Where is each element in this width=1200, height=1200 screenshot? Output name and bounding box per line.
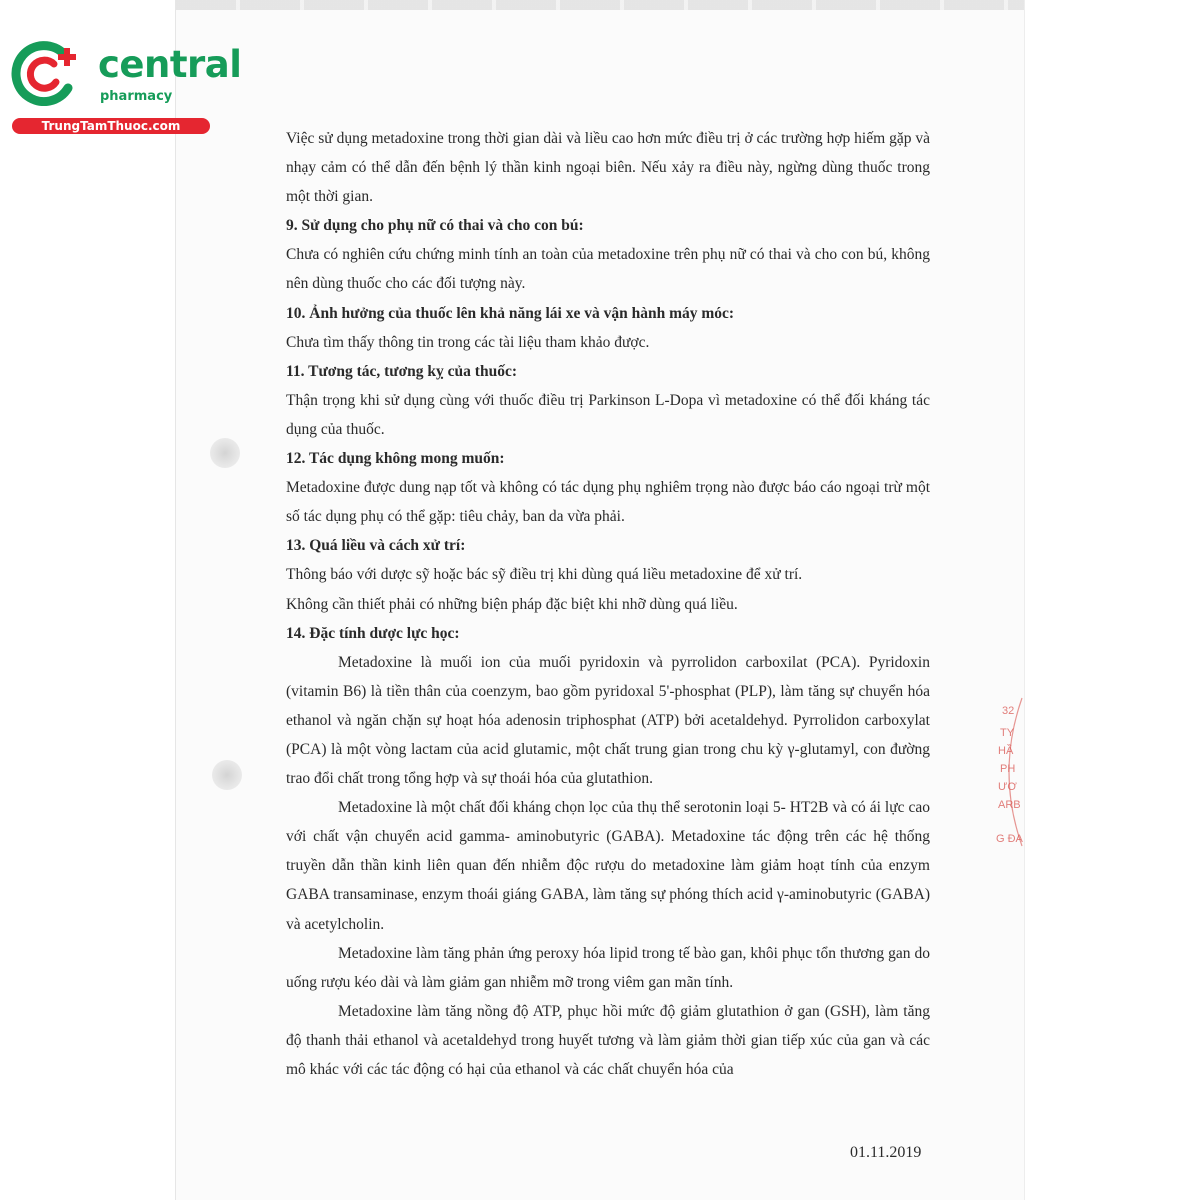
stamp-text: G ĐA	[996, 833, 1023, 845]
section-heading: 12. Tác dụng không mong muốn:	[286, 450, 505, 468]
indented-paragraph: Metadoxine là một chất đối kháng chọn lọc của thụ thể serotonin loại 5- HT2B và có ái lực cao với chất vận chuyển acid gamma- aminobutyric (GABA). Metadoxine tác động trên các hệ thống truyền dẫn thần kinh liên quan đến nhiễm độc rượu do metadoxine làm giảm hoạt tính của enzym GABA transaminase, enzym thoái giáng GABA, làm tăng sự phóng thích acid γ-aminobutyric (GABA) và acetylcholin.	[286, 799, 930, 933]
indented-paragraph: Metadoxine là muối ion của muối pyridoxin và pyrrolidon carboxilat (PCA). Pyridoxin (vitamin B6) là tiền thân của coenzym, bao gồm pyridoxal 5'-phosphat (PLP), làm tăng sự chuyển hóa ethanol và ngăn chặn sự hoạt hóa adenosin triphosphat (ATP) bởi acetaldehyd. Pyrrolidon carboxylat (PCA) là một vòng lactam của acid glutamic, một chất trung gian trong chu kỳ γ-glutamyl, con đường trao đổi chất trong tổng hợp và sự thoái hóa của glutathion.	[286, 653, 930, 788]
logo-subtitle: pharmacy	[100, 89, 173, 104]
central-pharmacy-logo	[10, 36, 242, 136]
stamp-text: ARB	[998, 799, 1021, 811]
section-heading: 14. Đặc tính dược lực học:	[286, 624, 460, 642]
document-body	[286, 124, 930, 1084]
paragraph: Thận trọng khi sử dụng cùng với thuốc điều trị Parkinson L-Dopa vì metadoxine có thể đối kháng tác dụng của thuốc.	[286, 391, 930, 438]
stamp-text: 32	[1002, 705, 1015, 717]
footer-date: 01.11.2019	[850, 1144, 922, 1161]
pharmacy-cross-icon	[10, 40, 86, 106]
logo-name: central	[98, 43, 242, 86]
paragraph: Không cần thiết phải có những biện pháp đặc biệt khi nhỡ dùng quá liều.	[286, 595, 738, 613]
stamp-text: ƯƠ	[998, 781, 1017, 793]
section-heading: 11. Tương tác, tương kỵ của thuốc:	[286, 362, 517, 380]
paragraph: Metadoxine được dung nạp tốt và không có tác dụng phụ nghiêm trọng nào được báo cáo ngoại trừ một số tác dụng phụ có thể gặp: tiêu chảy, ban da vừa phải.	[286, 479, 930, 526]
paragraph: Thông báo với dược sỹ hoặc bác sỹ điều trị khi dùng quá liều metadoxine để xử trí.	[286, 566, 803, 584]
red-stamp-fragment	[992, 694, 1026, 850]
section-heading: 13. Quá liều và cách xử trí:	[286, 537, 466, 555]
section-heading: 10. Ảnh hưởng của thuốc lên khả năng lái xe và vận hành máy móc:	[286, 304, 735, 322]
punch-hole-upper	[210, 438, 240, 468]
indented-paragraph: Metadoxine làm tăng nồng độ ATP, phục hồi mức độ giảm glutathion ở gan (GSH), làm tăng độ thanh thải ethanol và acetaldehyd trong huyết tương và làm giảm thời gian tiếp xúc của gan và các mô khác với các tác động có hại của ethanol và các chất chuyển hóa của	[286, 1002, 930, 1078]
stamp-text: PH	[1000, 763, 1016, 775]
section-heading: 9. Sử dụng cho phụ nữ có thai và cho con bú:	[286, 217, 584, 235]
paragraph: Chưa tìm thấy thông tin trong các tài liệu tham khảo được.	[286, 333, 650, 351]
indented-paragraph: Metadoxine làm tăng phản ứng peroxy hóa lipid trong tế bào gan, khôi phục tổn thương gan do uống rượu kéo dài và làm giảm gan nhiễm mỡ trong viêm gan mãn tính.	[286, 944, 930, 991]
paragraph: Việc sử dụng metadoxine trong thời gian dài và liều cao hơn mức điều trị ở các trường hợp hiếm gặp và nhạy cảm có thể dẫn đến bệnh lý thần kinh ngoại biên. Nếu xảy ra điều này, ngừng dùng thuốc trong một thời gian.	[286, 130, 930, 206]
stamp-text: TY	[1000, 727, 1015, 739]
page-top-edge	[176, 0, 1024, 10]
stamp-text: HẦ	[998, 745, 1014, 757]
punch-hole-lower	[212, 760, 242, 790]
paragraph: Chưa có nghiên cứu chứng minh tính an toàn của metadoxine trên phụ nữ có thai và cho con bú, không nên dùng thuốc cho các đối tượng này.	[286, 246, 930, 293]
logo-website-ribbon: TrungTamThuoc.com	[12, 118, 210, 134]
